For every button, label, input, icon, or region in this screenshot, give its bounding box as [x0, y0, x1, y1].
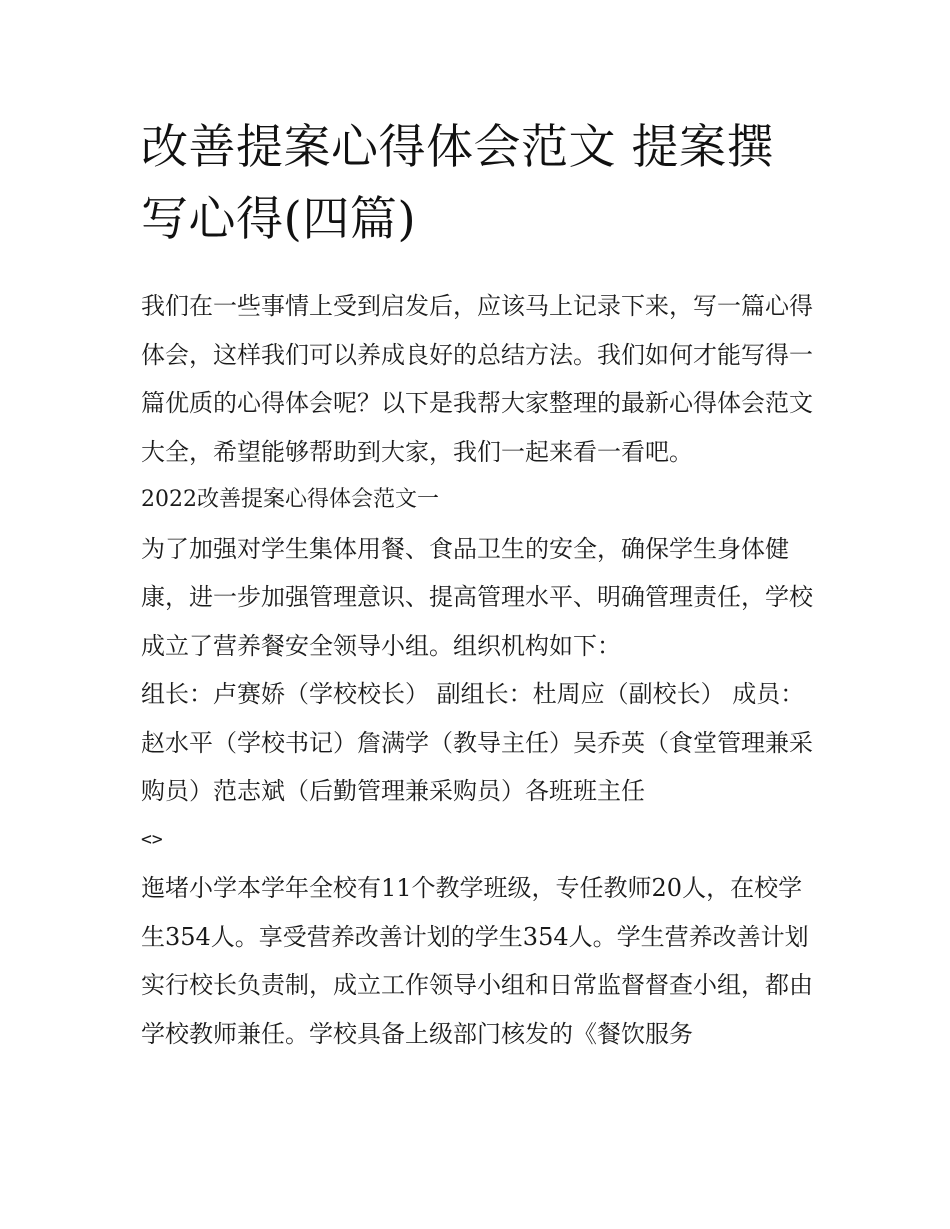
- body-paragraph-3: 迤堵小学本学年全校有11个教学班级，专任教师20人，在校学生354人。享受营养改善计划的学生354人。学生营养改善计划实行校长负责制，成立工作领导小组和日常监督督查小组，都由学校教师兼任。学校具备上级部门核发的《餐饮服务: [141, 874, 813, 1048]
- intro-paragraph: 我们在一些事情上受到启发后，应该马上记录下来，写一篇心得体会，这样我们可以养成良好的总结方法。我们如何才能写得一篇优质的心得体会呢？以下是我帮大家整理的最新心得体会范文大全，希望能够帮助到大家，我们一起来看一看吧。: [141, 292, 813, 466]
- document-body: [141, 112, 813, 1058]
- body-paragraph-1: 为了加强对学生集体用餐、食品卫生的安全，确保学生身体健康，进一步加强管理意识、提高管理水平、明确管理责任，学校成立了营养餐安全领导小组。组织机构如下：: [141, 534, 813, 660]
- section-heading: 2022改善提案心得体会范文一: [141, 487, 439, 512]
- bracket-marker: <>: [141, 828, 163, 850]
- body-paragraph-2: 组长：卢赛娇（学校校长） 副组长：杜周应（副校长） 成员：赵水平（学校书记）詹满学（教导主任）吴乔英（食堂管理兼采购员）范志斌（后勤管理兼采购员）各班班主任: [141, 680, 813, 805]
- document-title: 改善提案心得体会范文 提案撰写心得(四篇): [141, 120, 774, 247]
